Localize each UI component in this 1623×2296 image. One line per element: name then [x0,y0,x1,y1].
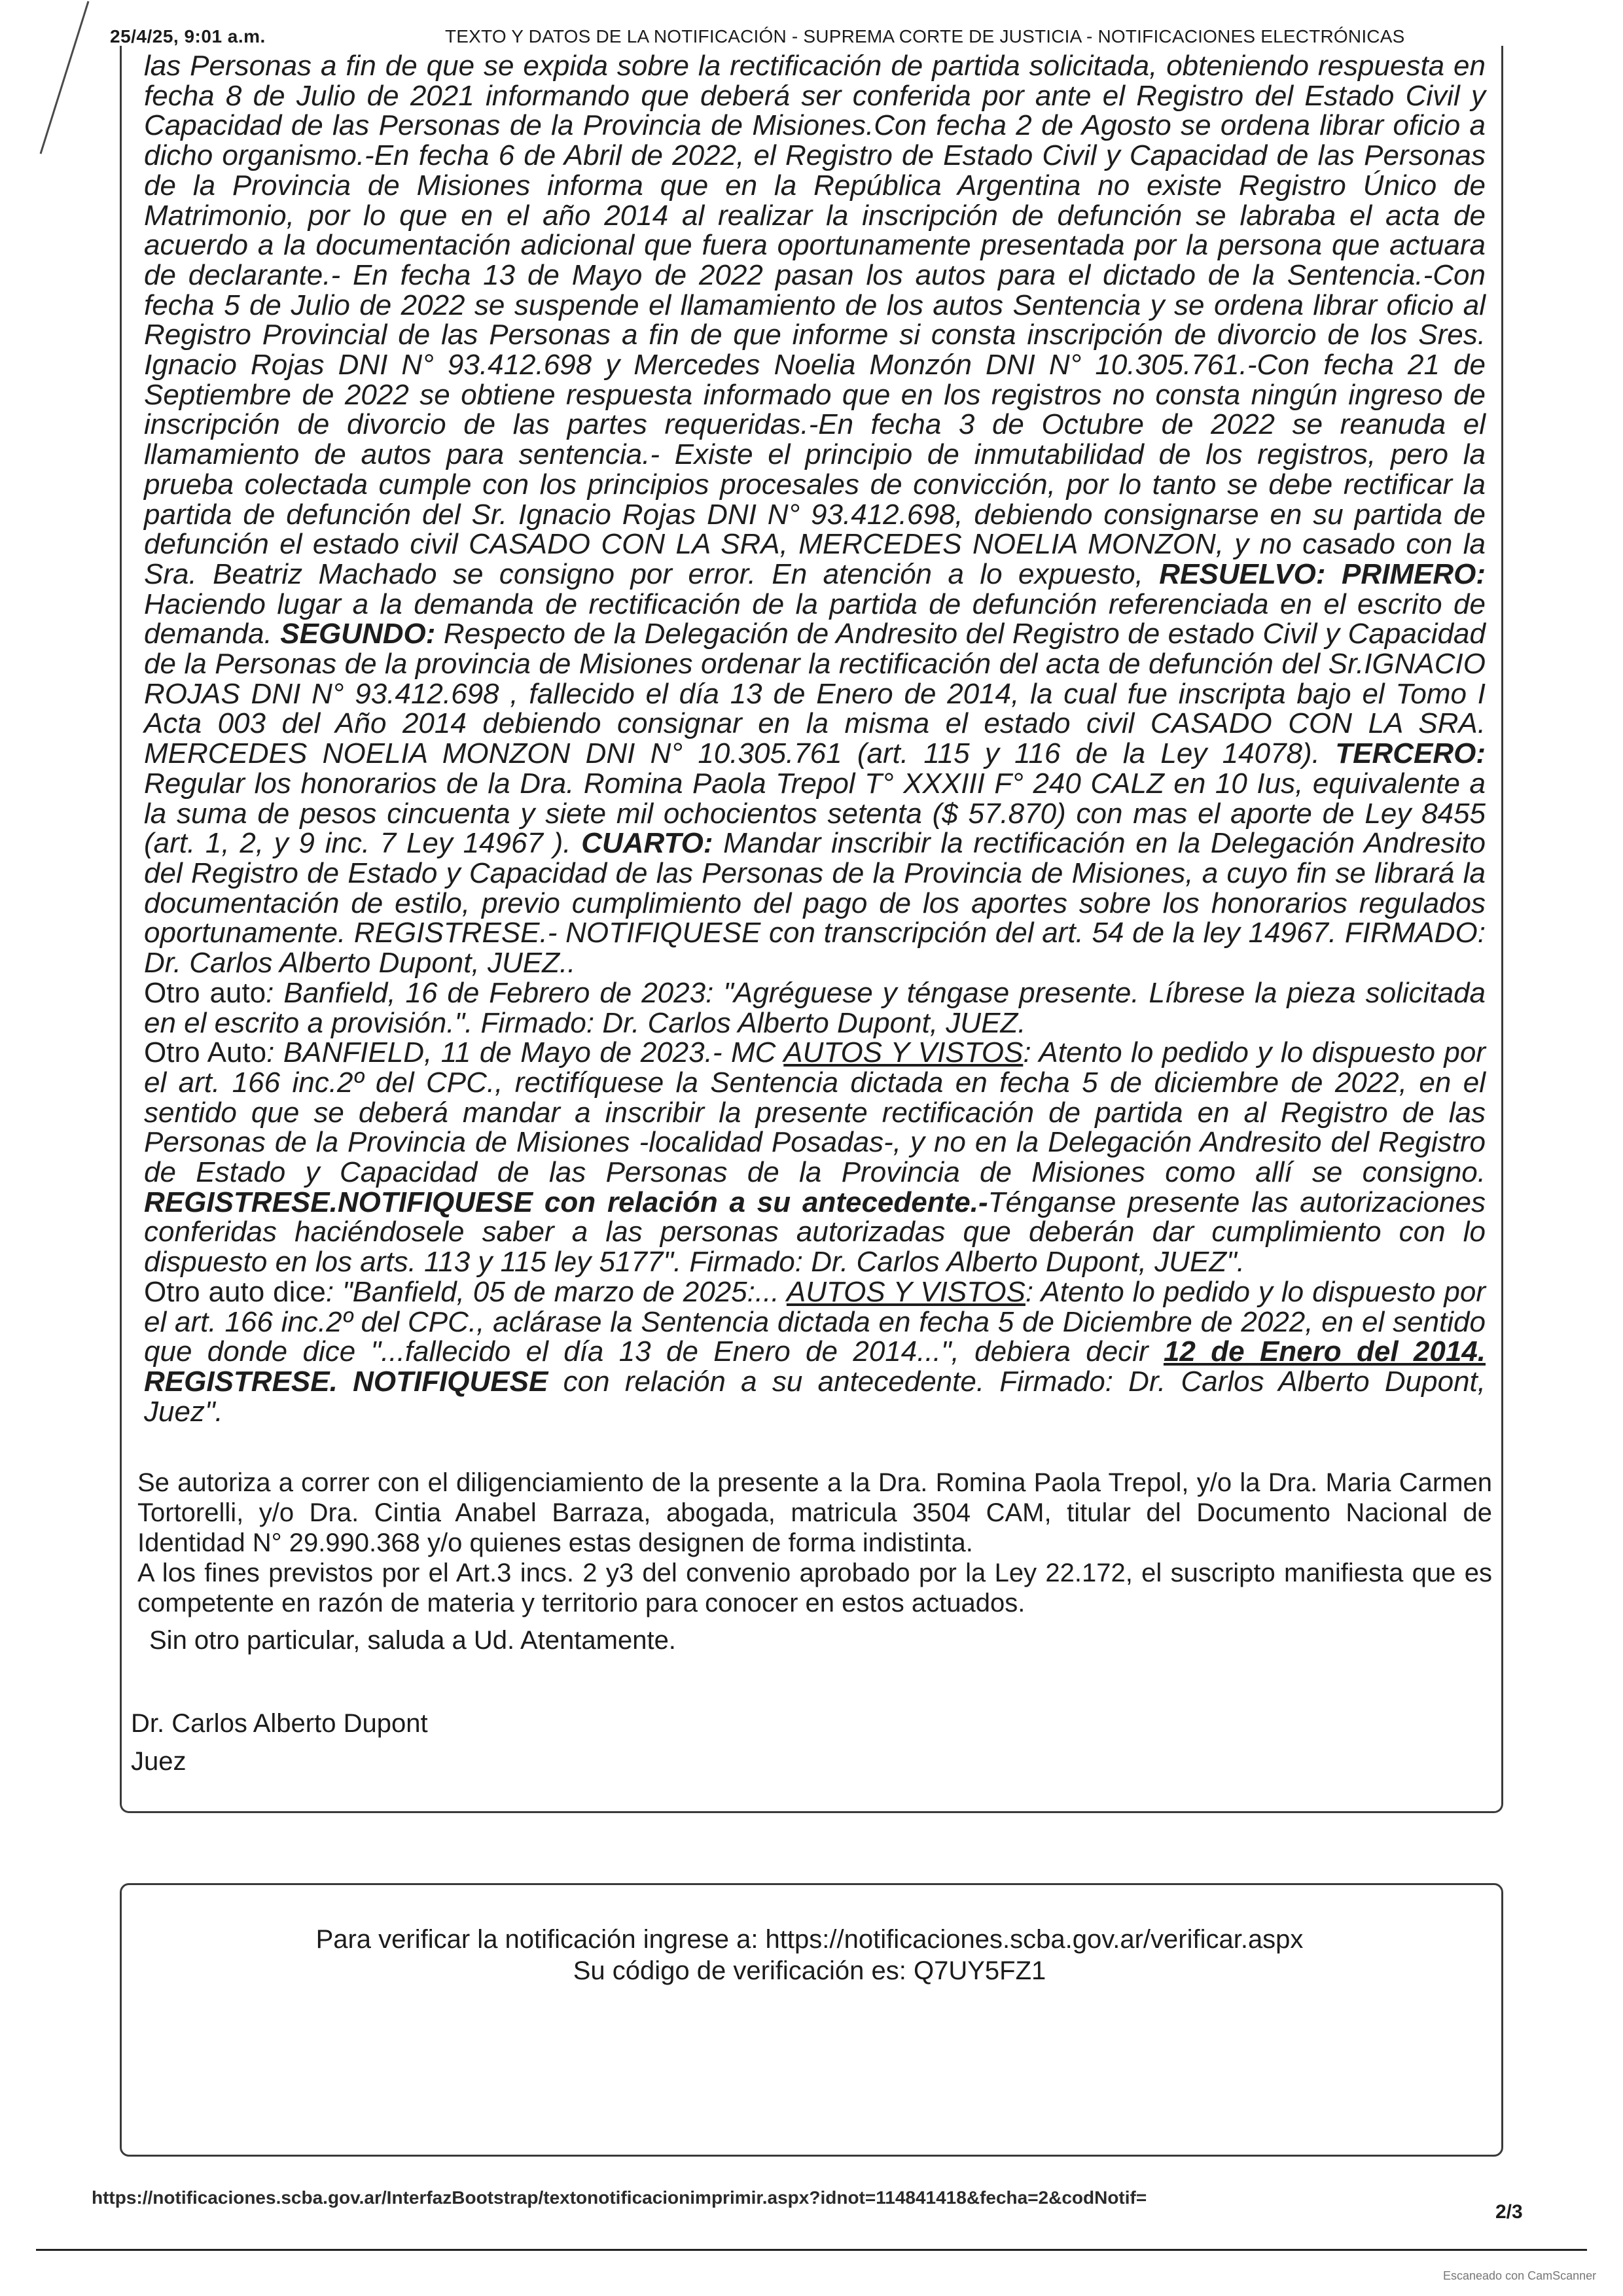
verification-code-line: Su código de verificación es: Q7UY5FZ1 [573,1956,1046,1985]
closing-section [137,1468,1492,1618]
scanner-watermark: Escaneado con CamScanner [1443,2269,1597,2282]
signature-block [131,1704,428,1780]
judgment-text [144,51,1486,1426]
signer-role: Juez [131,1747,187,1776]
closing-greeting: Sin otro particular, saluda a Ud. Atentamente. [149,1626,676,1655]
authorization-paragraph: Se autoriza a correr con el diligenciamiento de la presente a la Dra. Romina Paola Trepol, y/o la Dra. Maria Carmen Tortorelli, y/o Dra. Cintia Anabel Barraza, abogada, matricula 3504 CAM, titular del Documento Nacional de Identidad N° 29.990.368 y/o quienes estas designen de forma indistinta. [137,1468,1492,1557]
order-paragraph-feb-2023: Otro auto: Banfield, 16 de Febrero de 2023: "Agréguese y téngase presente. Líbrese la pieza solicitada en el escrito a provisión.". Firmado: Dr. Carlos Alberto Dupont, JUEZ. [144,976,1486,1039]
third-heading: TERCERO: [1335,737,1486,770]
second-heading: SEGUNDO: [280,618,436,650]
verification-url-line[interactable]: Para verificar la notificación ingrese a: https://notificaciones.scba.gov.ar/verificar.aspx [315,1925,1304,1954]
footer-url[interactable]: https://notificaciones.scba.gov.ar/InterfazBootstrap/textonotificacionimprimir.aspx?idnot=114841418&fecha=2&codNotif= [92,2187,1147,2208]
order-paragraph-may-2023: Otro Auto: BANFIELD, 11 de Mayo de 2023.- MC AUTOS Y VISTOS: Atento lo pedido y lo dispuesto por el art. 166 inc.2º del CPC., rectifíquese la Sentencia dictada en fecha 5 de diciembre de 2022, en el sentido que se deberá mandar a inscribir la presente rectificación de partida en al Registro de las Personas de la Provincia de Misiones -localidad Posadas-, y no en la Delegación Andresito del Registro de Estado y Capacidad de las Personas de la Provincia de Misiones como allí se consigno. REGISTRESE.NOTIFIQUESE con relación a su antecedente.-Ténganse presente las autorizaciones conferidas haciéndosele saber a las personas autorizadas que deberán dar cumplimiento con lo dispuesto en los arts. 113 y 115 ley 5177". Firmado: Dr. Carlos Alberto Dupont, JUEZ". [144,1036,1486,1279]
page-header-title: TEXTO Y DATOS DE LA NOTIFICACIÓN - SUPREMA CORTE DE JUSTICIA - NOTIFICACIONES ELECTRÓNICAS [445,26,1405,46]
signer-name: Dr. Carlos Alberto Dupont [131,1709,428,1738]
verification-text [120,1924,1499,1987]
page-number: 2/3 [1495,2201,1523,2223]
pencil-mark [33,0,111,164]
resolution-heading: RESUELVO: PRIMERO: [1159,557,1486,590]
fourth-heading: CUARTO: [581,827,713,860]
competence-paragraph: A los fines previstos por el Art.3 incs. 2 y3 del convenio aprobado por la Ley 22.172, el suscripto manifiesta que es competente en razón de materia y territorio para conocer en estos actuados. [137,1559,1492,1617]
judgment-paragraph: las Personas a fin de que se expida sobre la rectificación de partida solicitada, obteniendo respuesta en fecha 8 de Julio de 2021 informando que deberá ser conferida por ante el Registro del Estado Civil y Capacidad de las Personas de la Provincia de Misiones.Con fecha 2 de Agosto se ordena librar oficio a dicho organismo.-En fecha 6 de Abril de 2022, el Registro de Estado Civil y Capacidad de las Personas de la Provincia de Misiones informa que en la República Argentina no existe Registro Único de Matrimonio, por lo que en el año 2014 al realizar la inscripción de defunción se labraba el acta de acuerdo a la documentación adicional que fuera oportunamente presentada por la persona que actuara de declarante.- En fecha 13 de Mayo de 2022 pasan los autos para el dictado de la Sentencia.-Con fecha 5 de Julio de 2022 se suspende el llamamiento de los autos Sentencia y se ordena librar oficio al Registro Provincial de las Personas a fin de que informe si consta inscripción de divorcio de los Sres. Ignacio Rojas DNI N° 93.412.698 y Mercedes Noelia Monzón DNI N° 10.305.761.-Con fecha 21 de Septiembre de 2022 se obtiene respuesta informado que en los registros no consta ningún ingreso de inscripción de divorcio de las partes requeridas.-En fecha 3 de Octubre de 2022 se reanuda el llamamiento de autos para sentencia.- Existe el principio de inmutabilidad de los registros, pero la prueba colectada cumple con los principios procesales de convicción, por lo tanto se debe rectificar la partida de defunción del Sr. Ignacio Rojas DNI N° 93.412.698, debiendo consignarse en su partida de defunción el estado civil CASADO CON LA SRA, MERCEDES NOELIA MONZON, y no casado con la Sra. Beatriz Machado se consigno por error. En atención a lo expuesto, RESUELVO: PRIMERO: Haciendo lugar a la demanda de rectificación de la partida de defunción referenciada en el escrito de demanda. SEGUNDO: Respecto de la Delegación de Andresito del Registro de estado Civil y Capacidad de la Personas de la provincia de Misiones ordenar la rectificación del acta de defunción del Sr.IGNACIO ROJAS DNI N° 93.412.698 , fallecido el día 13 de Enero de 2014, la cual fue inscripta bajo el Tomo I Acta 003 del Año 2014 debiendo consignar en la misma el estado civil CASADO CON LA SRA. MERCEDES NOELIA MONZON DNI N° 10.305.761 (art. 115 y 116 de la Ley 14078). TERCERO: Regular los honorarios de la Dra. Romina Paola Trepol T° XXXIII F° 240 CALZ en 10 Ius, equivalente a la suma de pesos cincuenta y siete mil ochocientos setenta ($ 57.870) con mas el aporte de Ley 8455 (art. 1, 2, y 9 inc. 7 Ley 14967 ). CUARTO: Mandar inscribir la rectificación en la Delegación Andresito del Registro de Estado y Capacidad de las Personas de la Provincia de Misiones, a cuyo fin se librará la documentación de estilo, previo cumplimiento del pago de los aportes sobre los honorarios regulados oportunamente. REGISTRESE.- NOTIFIQUESE con transcripción del art. 54 de la ley 14967. FIRMADO: Dr. Carlos Alberto Dupont, JUEZ.. [144,50,1486,980]
print-datetime: 25/4/25, 9:01 a.m. [110,26,266,46]
order-paragraph-mar-2025: Otro auto dice: "Banfield, 05 de marzo de 2025:... AUTOS Y VISTOS: Atento lo pedido y lo dispuesto por el art. 166 inc.2º del CPC., aclárase la Sentencia dictada en fecha 5 de Diciembre de 2022, en el sentido que donde dice "...fallecido el día 13 de Enero de 2014...", debiera decir 12 de Enero del 2014. REGISTRESE. NOTIFIQUESE con relación a su antecedente. Firmado: Dr. Carlos Alberto Dupont, Juez". [144,1275,1486,1428]
bottom-divider [36,2249,1587,2251]
